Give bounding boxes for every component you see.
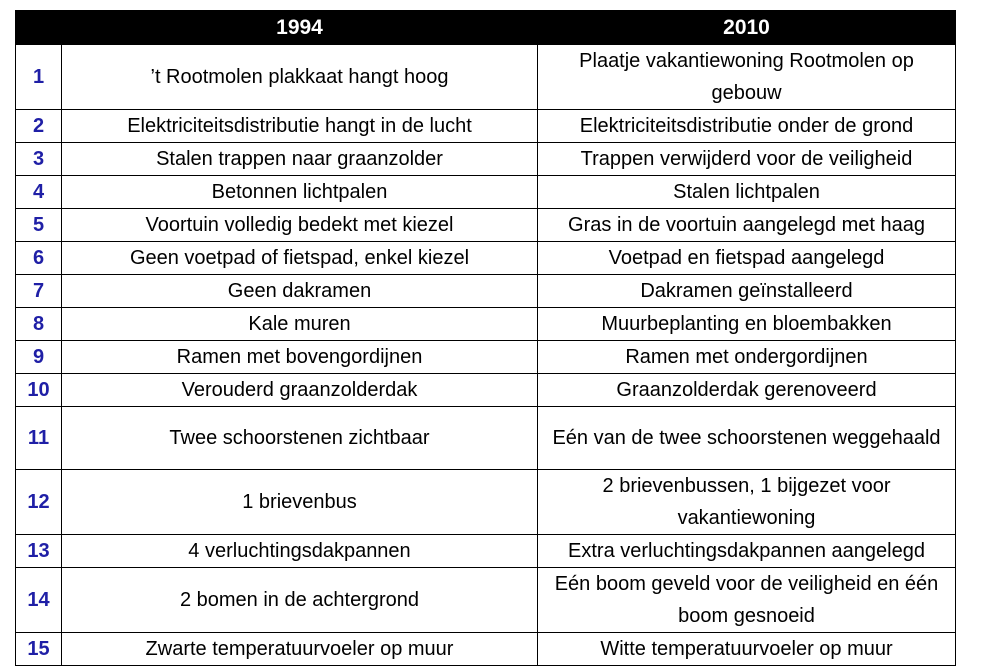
row-number: 11 xyxy=(16,407,62,470)
cell-1994: Geen voetpad of fietspad, enkel kiezel xyxy=(62,242,538,275)
row-number: 1 xyxy=(16,45,62,110)
cell-1994: Verouderd graanzolderdak xyxy=(62,374,538,407)
table-row xyxy=(16,242,956,275)
table-header xyxy=(16,11,956,45)
row-number: 6 xyxy=(16,242,62,275)
cell-2010: Graanzolderdak gerenoveerd xyxy=(538,374,956,407)
header-1994: 1994 xyxy=(62,11,538,45)
table-row xyxy=(16,535,956,568)
table-row xyxy=(16,308,956,341)
table-row xyxy=(16,568,956,633)
table-row xyxy=(16,275,956,308)
row-number: 5 xyxy=(16,209,62,242)
cell-2010: 2 brievenbussen, 1 bijgezet voor vakantiewoning xyxy=(538,470,956,535)
cell-1994: Betonnen lichtpalen xyxy=(62,176,538,209)
comparison-table xyxy=(15,10,956,666)
table-row xyxy=(16,110,956,143)
table-row xyxy=(16,341,956,374)
cell-2010: Witte temperatuurvoeler op muur xyxy=(538,633,956,666)
cell-1994: 4 verluchtingsdakpannen xyxy=(62,535,538,568)
table-row xyxy=(16,176,956,209)
table-row xyxy=(16,209,956,242)
cell-2010: Muurbeplanting en bloembakken xyxy=(538,308,956,341)
cell-2010: Eén van de twee schoorstenen weggehaald xyxy=(538,407,956,470)
cell-2010: Extra verluchtingsdakpannen aangelegd xyxy=(538,535,956,568)
header-number xyxy=(16,11,62,45)
table-row xyxy=(16,407,956,470)
cell-1994: Twee schoorstenen zichtbaar xyxy=(62,407,538,470)
cell-2010: Stalen lichtpalen xyxy=(538,176,956,209)
table-body xyxy=(16,45,956,666)
cell-1994: Elektriciteitsdistributie hangt in de lucht xyxy=(62,110,538,143)
cell-2010: Ramen met ondergordijnen xyxy=(538,341,956,374)
row-number: 14 xyxy=(16,568,62,633)
cell-1994: 2 bomen in de achtergrond xyxy=(62,568,538,633)
cell-2010: Trappen verwijderd voor de veiligheid xyxy=(538,143,956,176)
row-number: 3 xyxy=(16,143,62,176)
cell-2010: Eén boom geveld voor de veiligheid en één boom gesnoeid xyxy=(538,568,956,633)
cell-2010: Dakramen geïnstalleerd xyxy=(538,275,956,308)
row-number: 4 xyxy=(16,176,62,209)
cell-1994: Voortuin volledig bedekt met kiezel xyxy=(62,209,538,242)
cell-2010: Voetpad en fietspad aangelegd xyxy=(538,242,956,275)
table-row xyxy=(16,470,956,535)
row-number: 7 xyxy=(16,275,62,308)
header-2010: 2010 xyxy=(538,11,956,45)
cell-1994: Kale muren xyxy=(62,308,538,341)
table-row xyxy=(16,374,956,407)
header-row xyxy=(16,11,956,45)
row-number: 10 xyxy=(16,374,62,407)
row-number: 9 xyxy=(16,341,62,374)
row-number: 12 xyxy=(16,470,62,535)
cell-1994: Stalen trappen naar graanzolder xyxy=(62,143,538,176)
row-number: 13 xyxy=(16,535,62,568)
row-number: 15 xyxy=(16,633,62,666)
cell-1994: 1 brievenbus xyxy=(62,470,538,535)
row-number: 2 xyxy=(16,110,62,143)
cell-1994: Ramen met bovengordijnen xyxy=(62,341,538,374)
table-row xyxy=(16,45,956,110)
cell-2010: Gras in de voortuin aangelegd met haag xyxy=(538,209,956,242)
cell-2010: Plaatje vakantiewoning Rootmolen op gebouw xyxy=(538,45,956,110)
row-number: 8 xyxy=(16,308,62,341)
cell-1994: Zwarte temperatuurvoeler op muur xyxy=(62,633,538,666)
cell-2010: Elektriciteitsdistributie onder de grond xyxy=(538,110,956,143)
table-row xyxy=(16,633,956,666)
cell-1994: Geen dakramen xyxy=(62,275,538,308)
table-row xyxy=(16,143,956,176)
cell-1994: ’t Rootmolen plakkaat hangt hoog xyxy=(62,45,538,110)
